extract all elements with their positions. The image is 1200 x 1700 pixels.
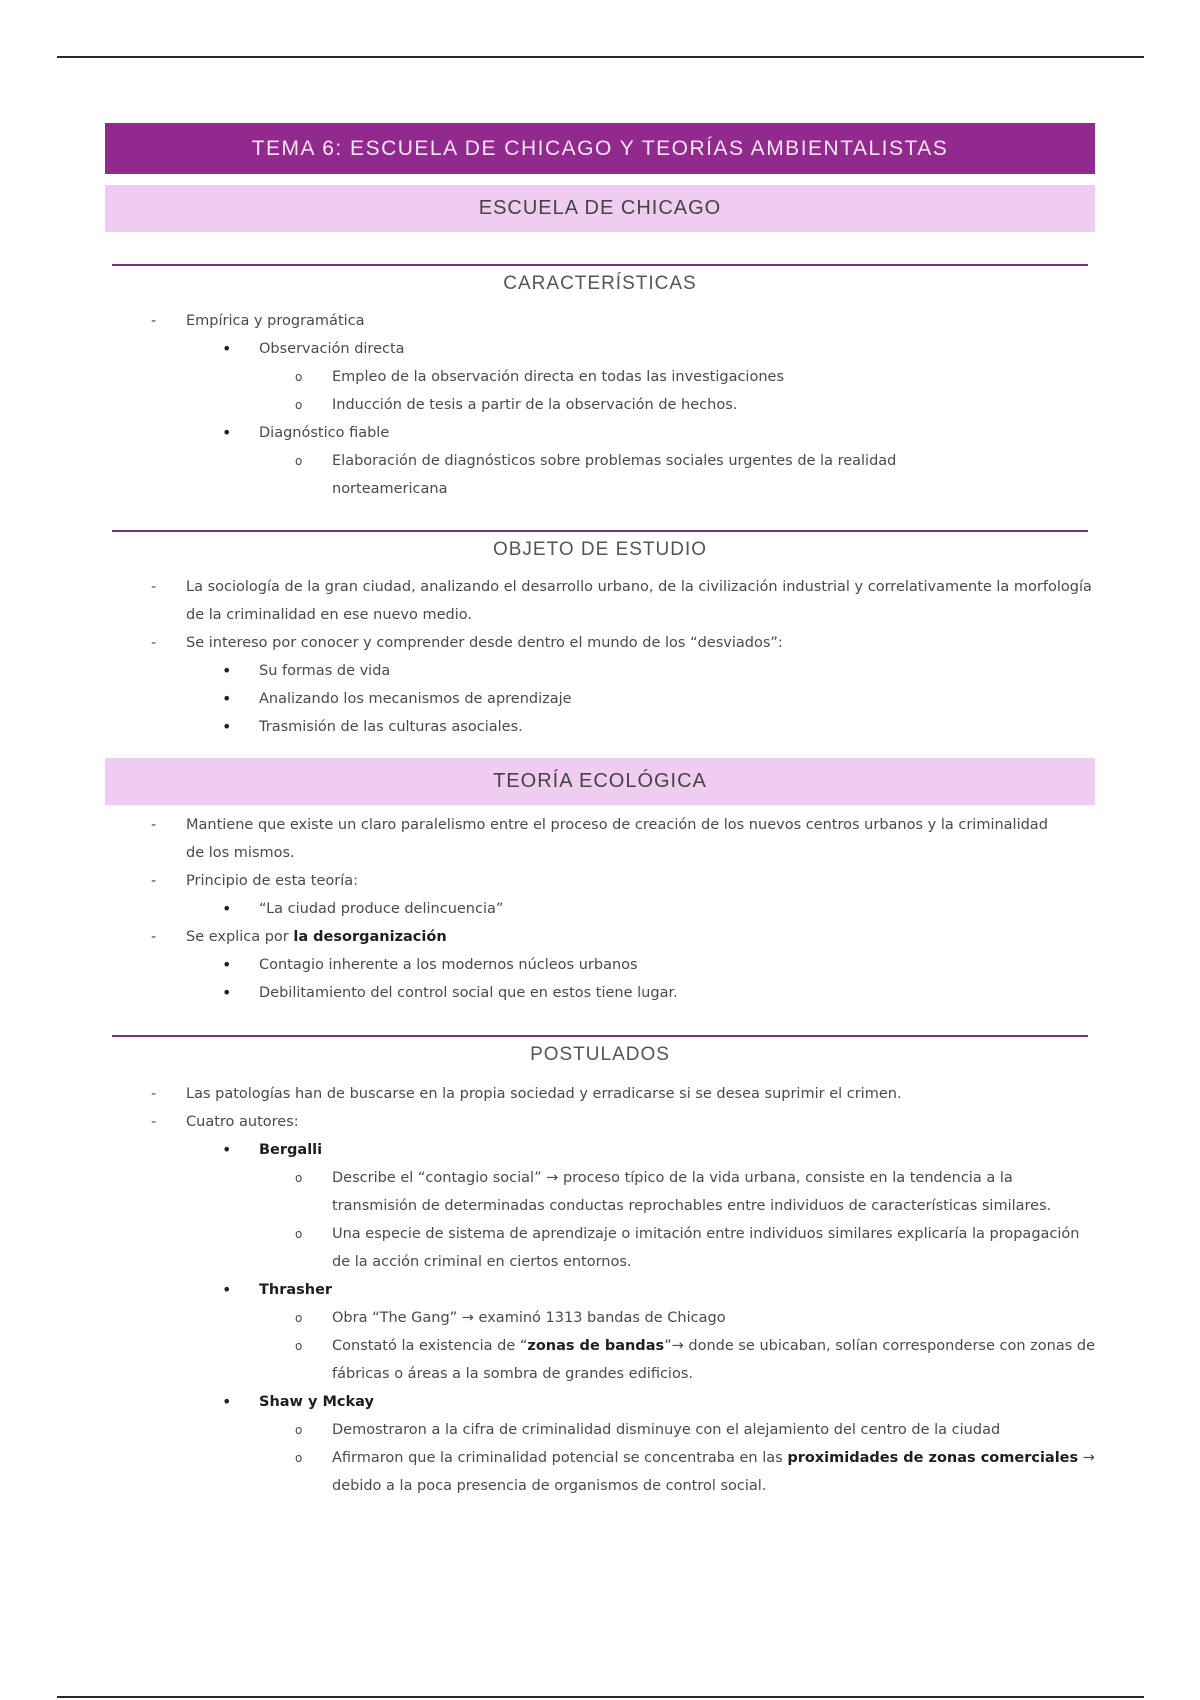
list-postulados (105, 1080, 1095, 1500)
list-item: - Mantiene que existe un claro paralelismo entre el proceso de creación de los nuevos centros urbanos y la criminalidad de los mismos. (105, 811, 1095, 867)
list-item-text: ”→ donde se ubicaban, solían corresponderse con zonas de fábricas o áreas a la sombra de grandes edificios. (332, 1338, 1096, 1382)
list-item: o Demostraron a la cifra de criminalidad disminuye con el alejamiento del centro de la ciudad (105, 1416, 1095, 1444)
list-item-text: Se explica por (186, 929, 294, 945)
list-objeto (105, 573, 1095, 741)
author-name: Shaw y Mckay (259, 1394, 374, 1410)
list-item-text: → debido a la poca presencia de organismos de control social. (332, 1450, 1095, 1494)
list-item: o Describe el “contagio social” → proceso típico de la vida urbana, consiste en la tendencia a la transmisión de determinadas conductas reprochables entre individuos de características similares. (105, 1164, 1095, 1220)
list-item: • Diagnóstico fiable (105, 419, 1095, 447)
author-name: Bergalli (259, 1142, 323, 1158)
list-item: • Contagio inherente a los modernos núcleos urbanos (105, 951, 1095, 979)
top-rule (57, 56, 1144, 58)
list-item: • Observación directa (105, 335, 1095, 363)
emphasis-text: la desorganización (293, 929, 447, 945)
list-item: - Principio de esta teoría: (105, 867, 1095, 895)
section-title-escuela: ESCUELA DE CHICAGO (105, 185, 1095, 232)
list-item (105, 1136, 1095, 1164)
document-content (105, 123, 1095, 1500)
page-title: TEMA 6: ESCUELA DE CHICAGO Y TEORÍAS AMBIENTALISTAS (105, 123, 1095, 174)
list-item (105, 1332, 1095, 1388)
list-item: • Analizando los mecanismos de aprendizaje (105, 685, 1095, 713)
emphasis-text: zonas de bandas (527, 1338, 665, 1354)
list-item (105, 1388, 1095, 1416)
list-item: - Las patologías han de buscarse en la propia sociedad y erradicarse si se desea suprimir el crimen. (105, 1080, 1095, 1108)
bottom-rule (57, 1696, 1144, 1698)
section-title-teoria: TEORÍA ECOLÓGICA (105, 758, 1095, 805)
list-item: o Elaboración de diagnósticos sobre problemas sociales urgentes de la realidad norteamericana (105, 447, 1095, 503)
heading-caracteristicas: CARACTERÍSTICAS (112, 264, 1088, 307)
list-teoria (105, 811, 1095, 1007)
emphasis-text: proximidades de zonas comerciales (787, 1450, 1079, 1466)
list-item: • Trasmisión de las culturas asociales. (105, 713, 1095, 741)
heading-postulados: POSTULADOS (112, 1035, 1088, 1078)
list-item: • “La ciudad produce delincuencia” (105, 895, 1095, 923)
list-item: o Obra “The Gang” → examinó 1313 bandas de Chicago (105, 1304, 1095, 1332)
list-item: - Empírica y programática (105, 307, 1095, 335)
list-item (105, 1444, 1095, 1500)
list-caracteristicas (105, 307, 1095, 503)
list-item: o Empleo de la observación directa en todas las investigaciones (105, 363, 1095, 391)
list-item: - La sociología de la gran ciudad, analizando el desarrollo urbano, de la civilización industrial y correlativamente la morfología de la criminalidad en ese nuevo medio. (105, 573, 1095, 629)
list-item-text: Constató la existencia de “ (332, 1338, 528, 1354)
list-item: - Cuatro autores: (105, 1108, 1095, 1136)
list-item: • Su formas de vida (105, 657, 1095, 685)
list-item: o Una especie de sistema de aprendizaje o imitación entre individuos similares explicaría la propagación de la acción criminal en ciertos entornos. (105, 1220, 1095, 1276)
list-item: • Debilitamiento del control social que en estos tiene lugar. (105, 979, 1095, 1007)
list-item (105, 1276, 1095, 1304)
list-item: - Se intereso por conocer y comprender desde dentro el mundo de los “desviados”: (105, 629, 1095, 657)
list-item (105, 923, 1095, 951)
list-item-text: Afirmaron que la criminalidad potencial se concentraba en las (332, 1450, 788, 1466)
heading-objeto: OBJETO DE ESTUDIO (112, 530, 1088, 573)
author-name: Thrasher (259, 1282, 333, 1298)
list-item: o Inducción de tesis a partir de la observación de hechos. (105, 391, 1095, 419)
